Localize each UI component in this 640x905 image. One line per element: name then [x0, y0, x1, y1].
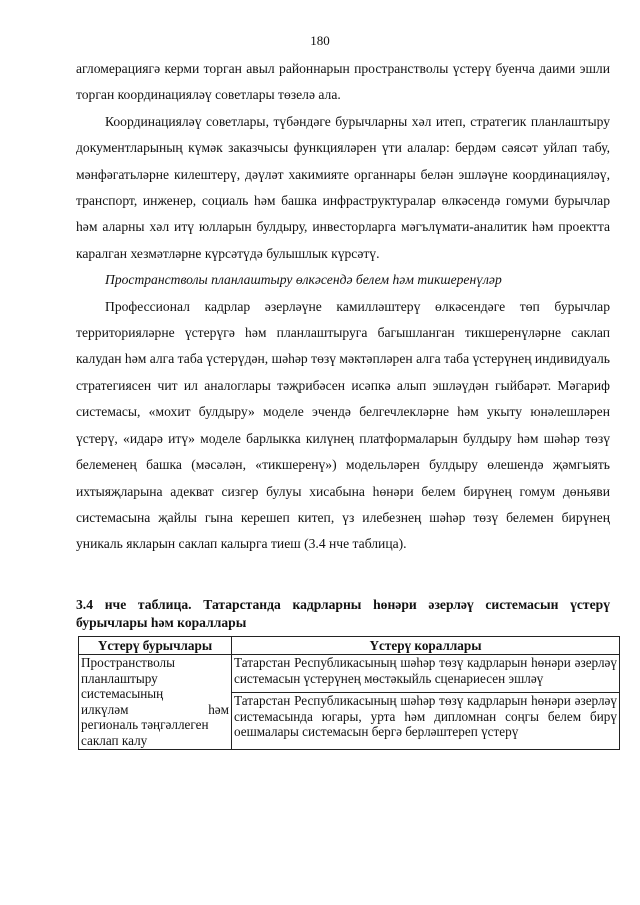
task-line: системасының [81, 686, 164, 702]
paragraph-continuation: агломерациягә керми торган авыл районнарын пространстволы үстерү буенча даими эшли торган координацияләү советлары төзелә ала. [76, 61, 610, 103]
table-header-row [79, 637, 620, 655]
section-heading: Пространстволы планлаштыру өлкәсендә белем һәм тикшеренүләр [105, 272, 502, 288]
table-caption: 3.4 нче таблица. Татарстанда кадрларны һөнәри әзерләү системасын үстерү бурычлары һәм кораллары [76, 597, 610, 630]
task-line: региональ тәңгәллеген [81, 717, 209, 733]
tool-cell: Татарстан Республикасының шәһәр төзү кадрларын һөнәри әзерләү системасында югары, урта һәм дипломнан соңгы белем бирү оешмалары системасын бергә берләштереп үстерү [232, 693, 620, 750]
page-number: 180 [310, 33, 330, 48]
paragraph-professional-training: Профессионал кадрлар әзерләүне камилләштерү өлкәсендәге төп бурычлар территорияләрне үстерүгә һәм планлаштыруга багышланган тикшеренүләрне саклап калудан һәм алга таба үстерүдән, шәһәр төзү мәктәпләрен алга таба үстерүнең индивидуаль стратегиясен чит ил аналоглары тәҗрибәсен исәпкә алып эшләүдән гыйбарәт. Мәгариф системасы, «мохит булдыру» моделе эчендә белгечлекләрне һәм укыту юнәлешләрен үстерү, «идарә итү» моделе барлыкка килүнең платформаларын булдыру һәм шәһәр төзү белеменең башка (мәсәлән, «тикшеренү») модельләрен булдыру өлешендә җәмгыять ихтыяҗларына адекват сизгер булуы хисабына һөнәри белем бирүнең гомум дөньяви системасына җайлы гына керешеп китеп, үз илебезнең шәһәр төзү белемен бирүнең уникаль якларын саклап калырга тиеш (3.4 нче таблица). [76, 298, 610, 552]
tool-cell: Татарстан Республикасының шәһәр төзү кадрларын һөнәри әзерләү системасын үстерүнең мөстәкыйль сценариесен эшләү [232, 655, 620, 693]
task-line: Пространстволы [81, 655, 175, 670]
column-header-tools: Үстерү кораллары [232, 637, 620, 655]
table-row [79, 655, 620, 693]
task-cell [79, 655, 232, 750]
task-line: илкүләм һәм [81, 701, 229, 717]
task-line: саклап калу [81, 732, 148, 748]
task-line: планлаштыру [81, 670, 158, 686]
body-text [76, 56, 610, 558]
column-header-tasks: Үстерү бурычлары [79, 637, 232, 655]
paragraph-coordination-councils: Координацияләү советлары, түбәндәге бурычларны хәл итеп, стратегик планлаштыру документларының күмәк заказчысы функцияләрен үти алалар: бердәм сәясәт уйлап табу, мәнфәгатьләрне килештерү, дәүләт хакимияте органнары белән эшләүне координацияләү, транспорт, инженер, социаль һәм башка инфраструктуралар өлкәсендә гомуми бурычлар һәм аларны хәл итү юлларын булдыру, инвесторларга мәгълүмати-аналитик һәм проектта каралган хезмәтләрне күрсәтүдә булышлык күрсәтү. [76, 113, 610, 261]
development-tools-table [78, 636, 620, 750]
